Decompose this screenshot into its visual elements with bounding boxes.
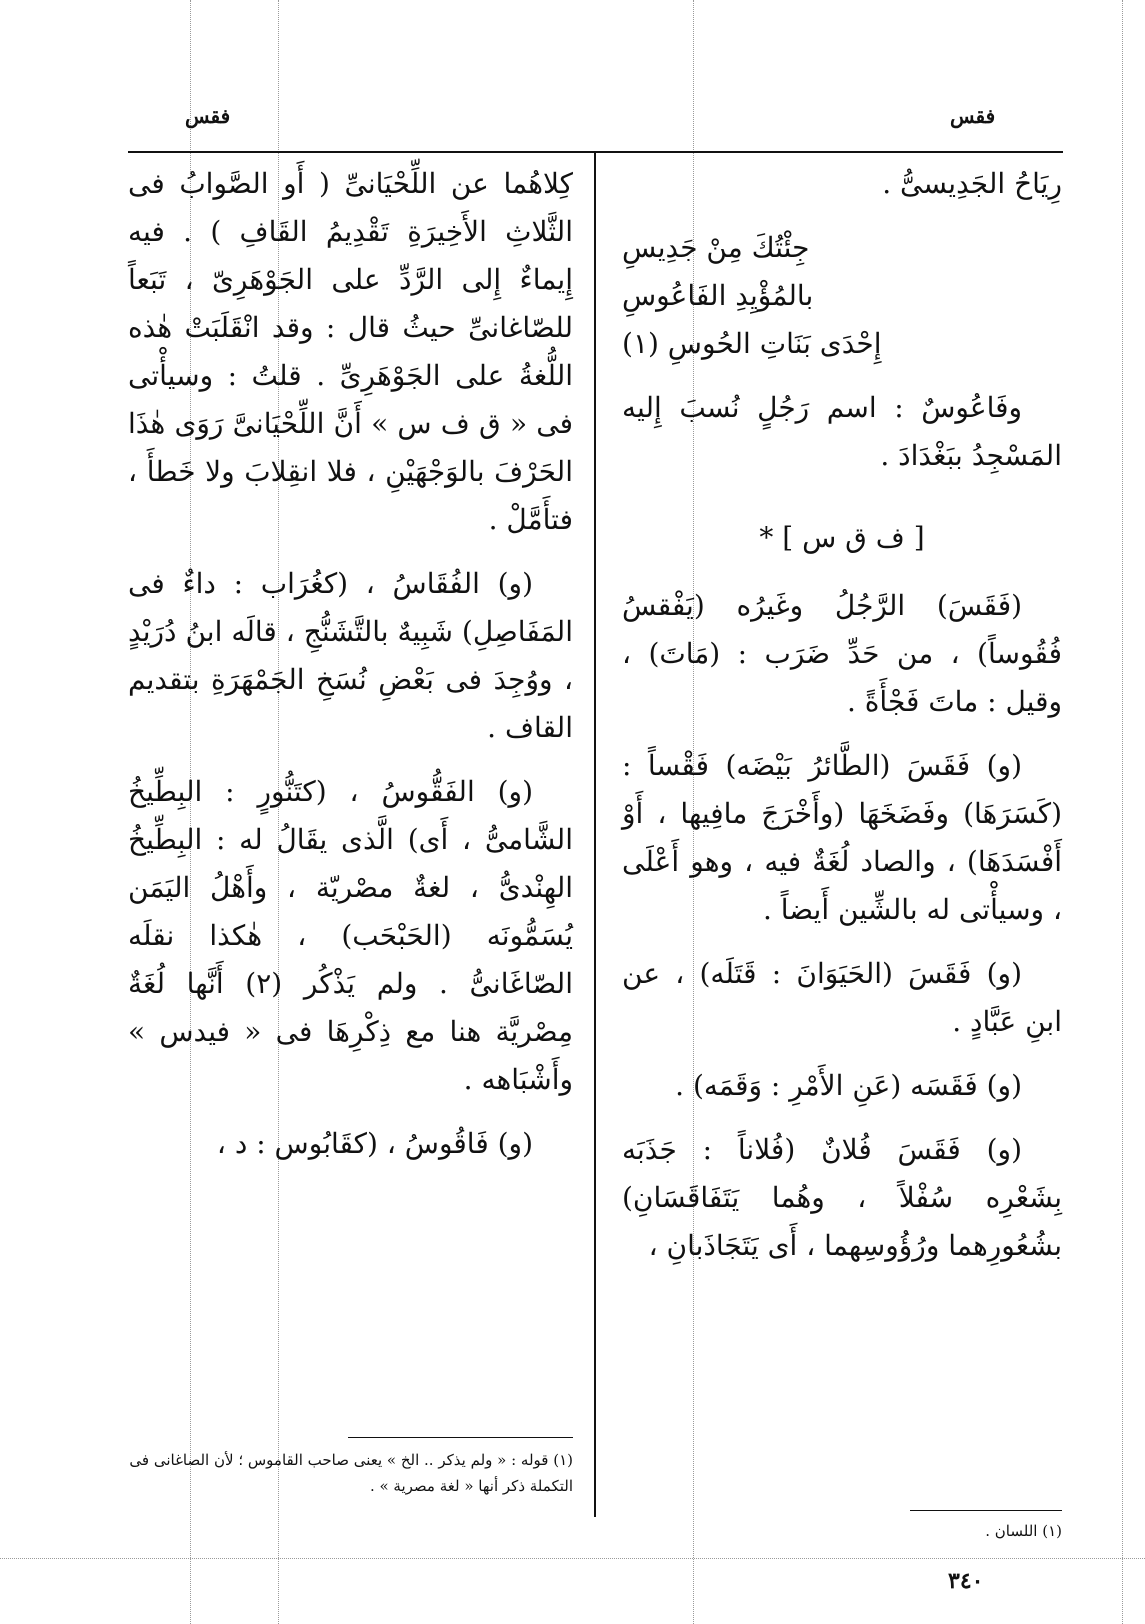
entry-paragraph: (فَقَسَ) الرَّجُلُ وغَيرُه (يَفْقسُ فُقُوساً) ، من حَدِّ ضَرَب : (مَاتَ) ، وقيل : ماتَ فَجْأَةً . (622, 589, 1062, 718)
page-number: ٣٤٠ (948, 1568, 984, 1594)
entry-heading: [ ف ق س ] * (759, 521, 925, 554)
entry-paragraph: (و) فَقَسَه (عَنِ الأَمْرِ : وَقَمَه) . (675, 1069, 1022, 1102)
left-column (128, 160, 573, 1184)
running-head-left: فقس (185, 104, 231, 128)
entry-paragraph: (و) فَقَسَ (الحَيَوَانَ : قَتَلَه) ، عن ابنِ عَبَّادٍ . (622, 957, 1062, 1038)
entry-paragraph: وفَاعُوسٌ : اسم رَجُلٍ نُسبَ إِليه المَسْجِدُ ببَغْدَادَ . (622, 391, 1062, 472)
footnote-right: (١) اللسان . (985, 1522, 1062, 1540)
right-column (622, 160, 1062, 1286)
footnote-rule (910, 1510, 1062, 1511)
entry-paragraph: (و) الفَقُّوسُ ، (كتَنُّورٍ : البِطِّيخُ الشَّامىُّ ، أَى) الَّذى يقَالُ له : البِطِّيخُ الهِنْدىُّ ، لغةٌ مصْريّة ، وأَهْلُ اليَمَن يُسَمُّونَه (الحَبْحَب) ، هٰكذا نقلَه الصّاغَانىُّ . ولم يَذْكُر (٢) أَنَّها لُغَةٌ مِصْريَّة هنا مع ذِكْرِهَا فى « فيدس » وأَشْبَاهه . (128, 775, 573, 1096)
verse-line: بالمُؤْيِدِ الفَاعُوسِ (622, 279, 814, 312)
entry-paragraph: (و) الفُقَاسُ ، (كغُرَاب : داءٌ فى المَفَاصِلِ) شَبِيهٌ بالتَّشَنُّجِ ، قالَه ابنُ دُرَيْدٍ ، ووُجِدَ فى بَعْضِ نُسَخِ الجَمْهَرَةِ بتقديم القاف . (128, 567, 573, 744)
entry-paragraph: رِيَاحُ الجَدِيسىُّ . (882, 167, 1062, 200)
column-divider (594, 153, 596, 1517)
scan-guide-line (1122, 0, 1123, 1624)
verse-line: إِحْدَى بَنَاتِ الحُوسِ (١) (622, 327, 882, 360)
verse-line: جِئْتُكَ مِنْ جَدِيسِ (622, 231, 810, 264)
running-head-right: فقس (950, 104, 996, 128)
entry-paragraph: (و) فَقَسَ (الطَّائرُ بَيْضَه) فَقْساً : (كَسَرَهَا) وفَضَخَهَا (وأَخْرَجَ مافِيها ، أَوْ أَفْسَدَهَا) ، والصاد لُغَةٌ فيه ، وهو أَعْلَى ، وسيأْتى له بالشِّين أَيضاً . (622, 749, 1062, 926)
entry-paragraph: (و) فَاقُوسُ ، (كقَابُوس : د ، (216, 1127, 533, 1160)
scan-guide-line (0, 1558, 1145, 1559)
entry-paragraph: (و) فَقَسَ فُلانٌ (فُلاناً : جَذَبَه بِشَعْرِه سُفْلاً ، وهُما يَتَفَاقَسَانِ) بشُعُورِهما ورُؤُوسِهما ، أَى يَتَجَاذَبانِ ، (622, 1133, 1062, 1262)
entry-paragraph: كِلاهُما عن اللِّحْيَانىِّ ( أَو الصَّوابُ فى الثَّلاثِ الأَخِيرَةِ تَقْدِيمُ القَافِ ) . فيه إِيماءٌ إِلى الرَّدِّ على الجَوْهَرِىّ ، تَبَعاً للصّاغانىِّ حيثُ قال : وقد انْقَلَبَتْ هٰذه اللُّغةُ على الجَوْهَرِىِّ . قلتُ : وسيأْتى فى « ق ف س » أَنَّ اللِّحْيَانىَّ رَوَى هٰذَا الحَرْفَ بالوَجْهَيْنِ ، فلا انقِلابَ ولا خَطأَ ، فتأَمَّلْ . (128, 167, 573, 536)
footnote-rule (348, 1437, 573, 1438)
footnote-left: (١) قوله : « ولم يذكر .. الخ » يعنى صاحب القاموس ؛ لأن الصاغانى فى التكملة ذكر أنها « لغة مصرية » . (129, 1451, 573, 1495)
